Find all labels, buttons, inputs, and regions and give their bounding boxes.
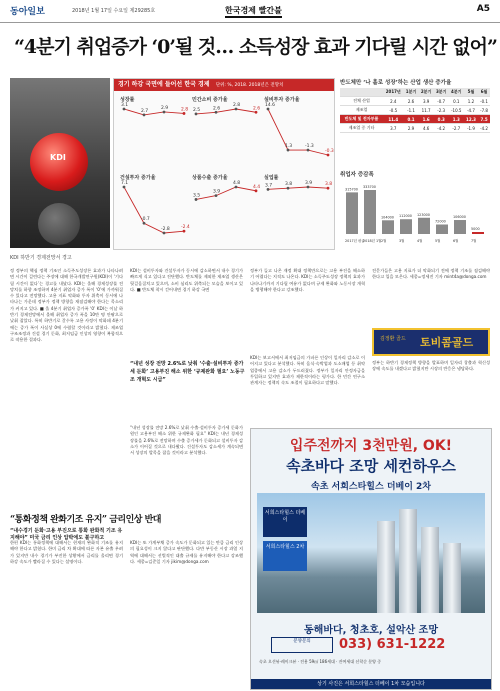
sub-headline: “통화정책 완화기조 유지” 금리인상 반대 [10,515,161,525]
table-cell: 4.6 [419,124,434,133]
data-point [235,186,238,189]
bar [472,232,484,234]
panel-title: 민간소비 증가율 [192,97,228,103]
article-column-2b: “내년 성장률 전망 2.6%로 낮춰 수출·설비투자 증가세 둔화가 원인 고용부진 해소 위한 규제완화 필요” KDI는 내년 경제성장률을 2.6%로 전망하며 수출 증가세가 둔화되고 설비투자 감소가 이어질 것으로 내다봤다. 건설투자도 감소세가 계속되면서 성장의 발목을 잡을 것이라고 분석했다. [130,425,243,456]
table-header-cell: 2분기 [419,88,434,97]
masthead [0,0,500,23]
data-label: 2.7 [141,108,149,114]
industry-table-box [340,78,490,170]
table-cell: -2.7 [449,124,464,133]
table-cell: 제조업 중 기타 [340,124,383,133]
main-headline: “4분기 취업증가 ‘0’될 것… 소득성장 효과 기다릴 시간 없어” [14,36,497,58]
data-label: 3.8 [285,182,293,188]
advert-view-text: 동해바다, 청초호, 설악산 조망 [304,625,438,636]
table-cell: 12.3 [464,115,478,124]
article-column-4: 전문가들은 고용 지표가 더 악화되기 전에 정책 기조를 점검해야 한다고 입을 모은다. 세종=정세진 기자 mint4a@donga.com [372,268,490,280]
table-header-cell [340,88,383,97]
bar-value-label: 315700 [345,187,358,192]
bar-category-label: 5월 [435,239,441,243]
table-cell: -7.8 [478,106,490,115]
table-cell: 3.9 [419,97,434,106]
advert-footnote: 상기 사진은 서희스타힐스 더베이 1차 모습입니다 [251,679,491,689]
sub-lead: “내수경기 둔화·고용 부진으로 통화 완화적 기조 유지해야” 미국 금리 인상 압박에도 불구하고 [10,528,123,541]
article-column-1: 정 정부의 핵심 정책 기조인 소득주도성장론 효과가 나타나려면 시간이 걸린다는 주장에 대해 한국개발연구원(KDI)이 ‘기다릴 시간이 없다’는 경고를 내놨다. KDI는 올해 경제성장률 전망치를 하향 조정하며 4분기 취업자 증가 폭이 ‘0’에 가까워질 수 있다고 전망했다. 고용 지표 악화와 투자 위축이 동시에 나타나는 가운데 정부가 정책 방향을 재점검해야 한다는 목소리가 커지고 있다. ■ 올 4분기 취업자 증가폭 ‘0’ KDI는 이날 하반기 경제전망에서 올해 취업자 증가 폭을 10만 명 안팎으로 낮춰 잡았다. 특히 하반기로 갈수록 고용 사정이 악화돼 4분기에는 증가 폭이 사실상 0에 수렴할 것이라고 밝혔다. 제조업 구조조정과 건설 경기 둔화, 최저임금 인상의 영향이 복합적으로 작용한 결과다. [10,268,123,343]
data-label: 2.8 [233,103,241,108]
bar-category-label: 6월 [453,239,459,243]
article-column-2c: KDI는 또 가계부채 증가 속도가 둔화되고 있는 만큼 금리 인상의 필요성이 크지 않다고 판단했다. 다만 부동산 시장 과열 지역에 대해서는 선별적인 대출 규제를 유지해야 한다고 강조했다. 세종=김준일 기자 jikim@donga.com [130,540,243,564]
data-point [123,108,126,111]
tower-shape [377,521,395,613]
bar-value-label: 123000 [417,212,430,217]
table-row [340,124,490,133]
red-light-icon [30,133,88,191]
table-cell: -1.1 [404,106,419,115]
advert-badge-1: 서희스타힐스 더베이 [263,507,307,537]
bar-value-label: 333700 [363,185,376,189]
bar-category-label: 4월 [417,239,423,243]
table-cell: -2.3 [434,106,449,115]
data-point [183,112,186,115]
series-line [124,109,184,115]
employment-bar-chart [340,170,490,248]
table-cell: 0.1 [449,97,464,106]
data-label: -0.7 [141,217,150,223]
data-label: 3.5 [193,193,201,199]
data-label: 4.8 [233,181,241,186]
table-cell: 반도체 및 전자부품 [340,115,383,124]
table-row-highlight [340,115,490,124]
data-label: 2.9 [161,105,169,111]
table-row [340,97,490,106]
data-point [267,188,270,191]
traffic-light-photo [10,78,110,248]
real-estate-advert[interactable] [250,428,492,690]
bar-category-label: 3월 [399,239,405,243]
table-title: 반도체만 ‘나 홀로 성장’하는 산업 생산 증가율 [340,80,452,86]
data-point [163,111,166,114]
phone-number[interactable]: 033) 631-1222 [339,637,446,652]
data-point [123,186,126,189]
table-cell: 전체 산업 [340,97,383,106]
bar [346,192,358,234]
data-point [327,187,330,190]
newspaper-logo: 동아일보 [10,7,45,17]
advert-badge-2: 서희스타힐스 2차 [263,541,307,571]
bar-chart-title: 취업자 증감폭 [340,172,374,178]
data-point [327,154,330,157]
advert-headline: 입주전까지 3천만원, OK! [289,438,453,454]
data-label: 3.7 [265,183,273,189]
table-header-cell: 1분기 [404,88,419,97]
data-point [215,194,218,197]
table-cell: -4.2 [478,124,490,133]
panel-title: 성장률 [120,97,135,103]
data-label: -1.3 [305,144,314,150]
table-cell: -1.9 [464,124,478,133]
chart-header [114,79,334,91]
table-cell: 3.7 [383,124,403,133]
data-point [255,189,258,192]
article-column-2: KDI는 설비투자와 건설투자가 동시에 감소하면서 내수 경기가 빠르게 식고 있다고 진단했다. 반도체를 제외한 제조업 생산은 뒷걸음질치고 있으며, 소비 심리도 위축되는 모습을 보이고 있다. ■ 반도체 착시 걷어내면 경기 하강 국면 [130,268,243,292]
data-point [143,222,146,225]
data-point [307,186,310,189]
table-cell: 2.4 [383,97,403,106]
bar-value-label: 72000 [435,219,446,224]
data-label: 3.9 [305,181,313,186]
table-cell: 제조업 [340,106,383,115]
article-column-3: 정부가 들고 나온 재정 확대 정책만으로는 고용 부진을 해소하기 어렵다는 지적도 나온다. KDI는 소득주도성장 정책의 효과가 나타나기까지 기다릴 여유가 없다며 규제 완화와 노동시장 개혁을 병행해야 한다고 강조했다. [250,268,365,292]
article-column-1b: 한편 KDI는 통화정책에 대해서는 현재의 완화적 기조를 유지해야 한다고 밝혔다. 한미 금리 차 확대에 따른 자본 유출 우려가 있지만 내수 경기가 부진한 상황에서 금리를 올리면 경기 하강 속도가 빨라질 수 있다는 설명이다. [10,540,123,564]
data-point [195,198,198,201]
data-label: 2.5 [193,107,201,113]
series-line [268,109,328,155]
bar [364,190,376,234]
table-cell: 2.9 [404,124,419,133]
data-label: 2.6 [213,106,221,112]
chart-unit: 단위: %, 2018. 2018년은 전망치 [215,83,284,88]
table-header-row [340,88,490,97]
article-column-3b: KDI는 보고서에서 최저임금의 가파른 인상이 일자리 감소로 이어지고 있다고 분석했다. 특히 음식·숙박업과 도소매업 등 취약 업종에서 고용 감소가 두드러졌다. 정부가 일자리 안정자금을 투입하고 있지만 효과가 제한적이라는 평가다. 한 민간 연구소 관계자는 정책의 속도 조절이 필요하다고 말했다. [250,355,365,386]
advert-subheadline: 속초바다 조망 세컨하우스 [286,457,456,475]
series-line [196,109,256,114]
section-title: 한국경제 빨간불 [225,5,282,18]
table-cell: -0.5 [383,106,403,115]
table-header-cell: 5월 [464,88,478,97]
data-label: 1.3 [285,144,293,150]
panel-title: 실업률 [264,175,279,181]
data-point [183,230,186,233]
panel-title: 설비투자 증가율 [264,97,300,103]
table-header-cell: 4분기 [449,88,464,97]
bar-value-label: 5000 [471,227,480,231]
bar [418,218,430,234]
data-label: 4.4 [253,184,261,190]
data-label: 2.8 [181,107,189,113]
secondary-lead: “내년 성장 전망 2.6%로 낮춰 ‘수출·설비투자 증가세 둔화’ 고용부진 해소 위한 ‘규제완화 필요’ 노동구조 개혁도 시급” [130,361,245,383]
data-point [215,111,218,114]
data-point [143,114,146,117]
off-light-icon [38,203,80,245]
photo-logo: KDI [50,153,66,162]
data-point [267,108,270,111]
table-cell: 1.6 [419,115,434,124]
table-header-cell: 3분기 [434,88,449,97]
table-cell: -0.7 [434,97,449,106]
table-cell: 1.2 [464,97,478,106]
chart-title: 경기 하강 국면에 들어선 한국 경제 [118,81,210,88]
bar-category-label: 2월 [381,239,387,243]
data-point [255,111,258,114]
data-label: 14.6 [265,103,276,108]
panel-title: 상품수출 증가율 [192,175,228,181]
tower-shape [421,527,439,613]
table-cell: -0.1 [478,97,490,106]
table-header-cell: 6월 [478,88,490,97]
bar-chart-svg [340,180,490,248]
data-point [235,108,238,111]
data-point [287,187,290,190]
photo-caption: KDI 하반기 경제전망서 경고 [10,255,72,261]
gold-advert[interactable] [372,328,490,356]
data-label: 3.8 [325,182,333,188]
bar [454,220,466,234]
bar [382,220,394,234]
gold-advert-small: 김정환 골드 [380,336,406,342]
series-line [196,187,256,199]
data-point [163,232,166,235]
data-label: 3.1 [121,103,129,108]
advert-brand: 속초 서희스타힐스 더베이 2차 [311,482,431,492]
phone-label: 분양문의 [271,637,333,653]
bar [400,219,412,234]
data-label: -2.8 [161,227,170,232]
bar-value-label: 112000 [399,214,412,219]
bar-category-label: 2018년 1월 [363,239,382,243]
tower-shape [443,543,461,613]
mini-charts [114,91,334,249]
bar-category-label: 7월 [471,239,477,243]
table-header-cell: 2017년 [383,88,403,97]
bar-value-label: 106000 [453,215,466,220]
article-column-4b: 정부는 하반기 경제정책 방향을 발표하며 일자리 창출과 혁신성장에 속도를 내겠다고 밝혔지만 시장의 반응은 냉담하다. [372,360,490,372]
panel-title: 건설투자 증가율 [120,175,156,181]
table-cell: 2.6 [404,97,419,106]
economy-chart-panel [113,78,335,250]
bar [436,225,448,234]
advert-info: 속초 오션뷰·레이크뷰 · 전용 59㎡ 186세대 · 잔여세대 선착순 분양 중 [259,659,382,664]
data-label: 2.6 [253,106,261,112]
bar-category-label: 2017년 평균 [345,239,365,243]
series-line [268,187,328,189]
series-line [124,187,184,233]
data-label: 3.9 [213,189,221,195]
bar-value-label: 104000 [381,215,394,220]
data-point [195,113,198,116]
data-point [307,149,310,152]
table-cell: 7.5 [478,115,490,124]
page-number: A5 [476,4,490,14]
table-cell: -4.7 [464,106,478,115]
gold-advert-brand: 토비콤골드 [420,336,474,349]
data-label: 7.1 [121,181,129,186]
table-cell: 11.7 [419,106,434,115]
table-cell: 11.4 [383,115,403,124]
table-cell: 0.3 [434,115,449,124]
industry-table [340,88,490,133]
data-label: -2.4 [181,225,190,231]
data-point [287,149,290,152]
table-row [340,106,490,115]
tower-shape [399,509,417,613]
table-cell: 0.1 [404,115,419,124]
data-label: -0.3 [325,149,334,154]
table-cell: 1.3 [449,115,464,124]
issue-date: 2018년 1월 17일 수요일 제29285호 [72,8,156,14]
table-cell: -10.5 [449,106,464,115]
advert-phone-block[interactable] [271,637,471,653]
table-cell: -4.2 [434,124,449,133]
